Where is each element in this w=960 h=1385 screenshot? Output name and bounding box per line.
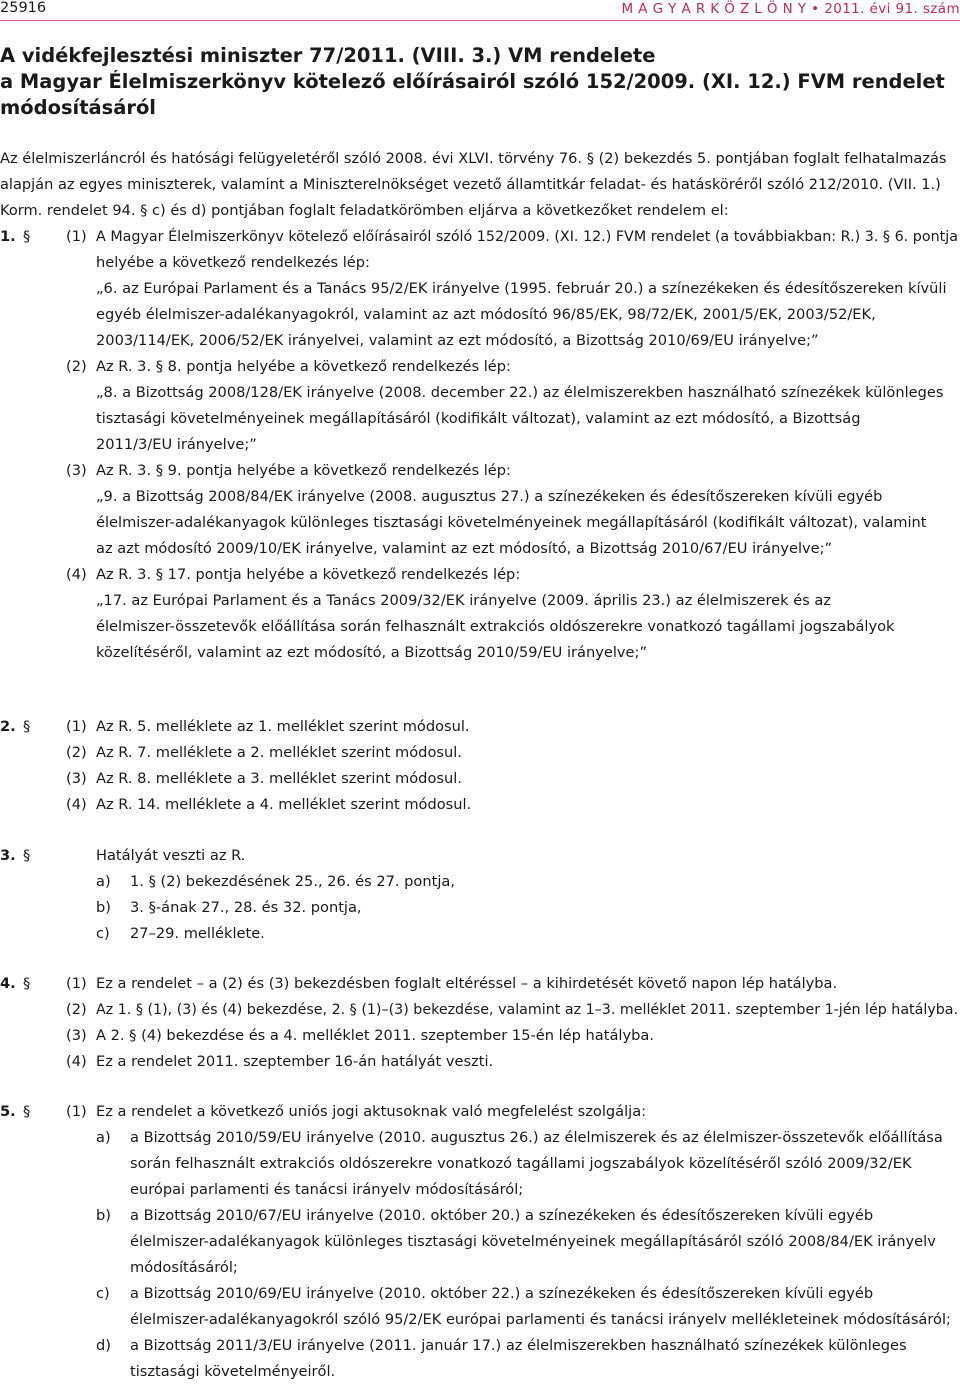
item-text: a Bizottság 2010/67/EU irányelve (2010. október 20.) a színezékeken és édesítőszereken kívüli egyéb: [130, 1207, 874, 1224]
section-3: [0, 843, 960, 947]
preamble: [0, 146, 960, 224]
section-1: [0, 224, 960, 666]
section-text: Az R. 7. melléklete a 2. melléklet szerint módosul.: [96, 744, 462, 761]
section-text: Az R. 14. melléklete a 4. melléklet szerint módosul.: [96, 796, 472, 813]
title-line: módosításáról: [0, 96, 156, 119]
running-head: M A G Y A R K Ö Z L Ö N Y • 2011. évi 91. szám: [621, 1, 960, 17]
section-sign: §: [23, 975, 31, 992]
section-text: Az R. 3. § 9. pontja helyébe a következő rendelkezés lép:: [96, 462, 511, 479]
item-text: 3. §-ának 27., 28. és 32. pontja,: [130, 899, 362, 916]
section-sign: §: [23, 718, 31, 735]
section-text: A 2. § (4) bekezdése és a 4. melléklet 2011. szeptember 15-én lép hatályba.: [96, 1027, 654, 1044]
section-sign: §: [23, 1103, 31, 1120]
section-text: élelmiszer-összetevők előállítása során felhasznált extrakciós oldószerekre vonatkozó tagállami jogszabályok: [96, 618, 895, 635]
preamble-line: Korm. rendelet 94. § c) és d) pontjában foglalt feladatkörömben eljárva a következőket rendelem el:: [0, 202, 729, 219]
section-text: Hatályát veszti az R.: [96, 847, 246, 864]
item-text: a Bizottság 2010/59/EU irányelve (2010. augusztus 26.) az élelmiszerek és az élelmiszer-összetevők előállítása: [130, 1129, 943, 1146]
section-text: Ez a rendelet 2011. szeptember 16-án hatályát veszti.: [96, 1053, 494, 1070]
title-line: A vidékfejlesztési miniszter 77/2011. (VIII. 3.) VM rendelete: [0, 44, 656, 67]
item-text: a Bizottság 2011/3/EU irányelve (2011. január 17.) az élelmiszerekben használható színezékek különleges: [130, 1337, 907, 1354]
subsection-number: (4): [66, 796, 87, 813]
item-letter: a): [96, 1129, 111, 1146]
section-text: közelítéséről, valamint az ezt módosító, a Bizottság 2010/59/EU irányelve;”: [96, 644, 647, 661]
section-text: az azt módosító 2009/10/EK irányelve, valamint az ezt módosító, a Bizottság 2010/67/EU irányelve;”: [96, 540, 833, 557]
section-4: [0, 971, 960, 1075]
item-letter: c): [96, 1285, 110, 1302]
section-text: 2011/3/EU irányelve;”: [96, 436, 257, 453]
section-text: élelmiszer-adalékanyagok különleges tisztasági követelményeinek megállapításáról (kodifikált változat), valamint: [96, 514, 927, 531]
section-sign: §: [23, 228, 31, 245]
preamble-line: Az élelmiszerláncról és hatósági felügyeletéről szóló 2008. évi XLVI. törvény 76. § (2) bekezdés 5. pontjában foglalt felhatalmazás: [0, 150, 947, 167]
item-text: 27–29. melléklete.: [130, 925, 265, 942]
section-number: 4.: [0, 975, 16, 992]
section-text: Az 1. § (1), (3) és (4) bekezdése, 2. § (1)–(3) bekezdése, valamint az 1–3. melléklet 2011. szeptember 1-jén lép hatályba.: [96, 1001, 959, 1018]
section-text: „6. az Európai Parlament és a Tanács 95/2/EK irányelve (1995. február 20.) a színezékeken és édesítőszereken kívüli: [96, 280, 947, 297]
section-number: 2.: [0, 718, 16, 735]
section-text: „17. az Európai Parlament és a Tanács 2009/32/EK irányelve (2009. április 23.) az élelmiszerek és az: [96, 592, 832, 609]
section-number: 5.: [0, 1103, 16, 1120]
section-text: Ez a rendelet a következő uniós jogi aktusoknak való megfelelést szolgálja:: [96, 1103, 647, 1120]
title-line: a Magyar Élelmiszerkönyv kötelező előírásairól szóló 152/2009. (XI. 12.) FVM rendelet: [0, 70, 945, 93]
item-text: módosításáról;: [130, 1259, 238, 1276]
section-text: Az R. 5. melléklete az 1. melléklet szerint módosul.: [96, 718, 470, 735]
section-text: Az R. 3. § 17. pontja helyébe a következő rendelkezés lép:: [96, 566, 521, 583]
section-text: „8. a Bizottság 2008/128/EK irányelve (2008. december 22.) az élelmiszerekben használható színezékek különleges: [96, 384, 944, 401]
subsection-number: (4): [66, 566, 87, 583]
item-letter: d): [96, 1337, 111, 1354]
subsection-number: (2): [66, 1001, 87, 1018]
item-text: élelmiszer-adalékanyagokról szóló 95/2/EK európai parlamenti és tanácsi irányelv mellékleteinek módosításáról;: [130, 1311, 951, 1328]
section-text: Az R. 8. melléklete a 3. melléklet szerint módosul.: [96, 770, 462, 787]
section-2: [0, 714, 960, 818]
item-text: 1. § (2) bekezdésének 25., 26. és 27. pontja,: [130, 873, 455, 890]
section-text: „9. a Bizottság 2008/84/EK irányelve (2008. augusztus 27.) a színezékeken és édesítőszereken kívüli egyéb: [96, 488, 883, 505]
section-text: Ez a rendelet – a (2) és (3) bekezdésben foglalt eltéréssel – a kihirdetését követő napon lép hatályba.: [96, 975, 838, 992]
section-text: helyébe a következő rendelkezés lép:: [96, 254, 370, 271]
subsection-number: (3): [66, 462, 87, 479]
section-sign: §: [23, 847, 31, 864]
item-text: élelmiszer-adalékanyagok különleges tisztasági követelményeinek megállapításáról szóló 2008/84/EK irányelv: [130, 1233, 936, 1250]
section-text: 2003/114/EK, 2006/52/EK irányelvei, valamint az ezt módosító, a Bizottság 2010/69/EU irányelve;”: [96, 332, 819, 349]
subsection-number: (1): [66, 718, 87, 735]
item-letter: b): [96, 1207, 111, 1224]
header-rule: [0, 20, 960, 21]
subsection-number: (1): [66, 228, 87, 245]
subsection-number: (1): [66, 975, 87, 992]
item-text: során felhasznált extrakciós oldószerekre vonatkozó tagállami jogszabályok közelítéséről szóló 2009/32/EK: [130, 1155, 912, 1172]
subsection-number: (2): [66, 358, 87, 375]
section-number: 3.: [0, 847, 16, 864]
section-text: A Magyar Élelmiszerkönyv kötelező előírásairól szóló 152/2009. (XI. 12.) FVM rendelet (a továbbiakban: R.) 3. § 6. pontja: [96, 228, 958, 245]
section-text: egyéb élelmiszer-adalékanyagokról, valamint az azt módosító 96/85/EK, 98/72/EK, 2001/5/EK, 2003/52/EK,: [96, 306, 876, 323]
section-number: 1.: [0, 228, 16, 245]
item-letter: c): [96, 925, 110, 942]
item-letter: a): [96, 873, 111, 890]
section-text: Az R. 3. § 8. pontja helyébe a következő rendelkezés lép:: [96, 358, 511, 375]
page-number: 25916: [0, 0, 47, 16]
item-letter: b): [96, 899, 111, 916]
section-5: [0, 1099, 960, 1385]
item-text: európai parlamenti és tanácsi irányelv módosításáról;: [130, 1181, 524, 1198]
subsection-number: (3): [66, 1027, 87, 1044]
subsection-number: (4): [66, 1053, 87, 1070]
page-header: [0, 0, 960, 22]
subsection-number: (2): [66, 744, 87, 761]
subsection-number: (3): [66, 770, 87, 787]
item-text: a Bizottság 2010/69/EU irányelve (2010. október 22.) a színezékeken és édesítőszereken kívüli egyéb: [130, 1285, 874, 1302]
section-text: tisztasági követelményeinek megállapításáról (kodifikált változat), valamint az ezt módosító, a Bizottság: [96, 410, 861, 427]
document-title: [0, 43, 960, 121]
subsection-number: (1): [66, 1103, 87, 1120]
item-text: tisztasági követelményeiről.: [130, 1363, 336, 1380]
preamble-line: alapján az egyes miniszterek, valamint a Miniszterelnökséget vezető államtitkár feladat- és hatásköréről szóló 212/2010. (VII. 1.): [0, 176, 941, 193]
